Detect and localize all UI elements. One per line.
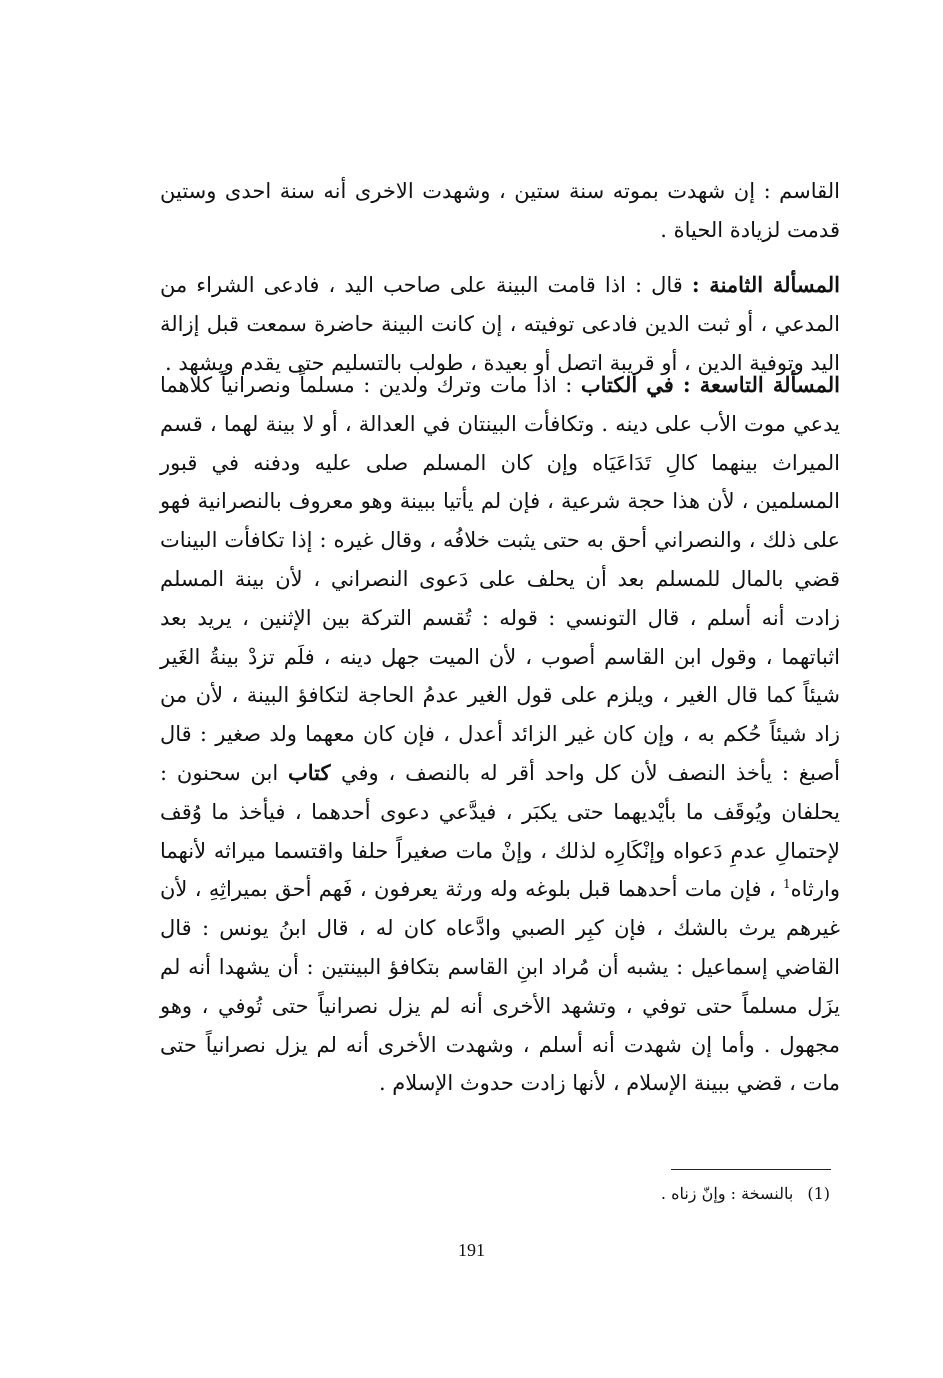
footnote-marker: (1) <box>807 1184 830 1203</box>
footnote-divider <box>671 1169 831 1170</box>
footnote-reference: 1 <box>782 877 791 892</box>
footnote-text: بالنسخة : وإنّ زناه . <box>660 1184 794 1203</box>
page-number: 191 <box>458 1240 485 1260</box>
section-heading: المسألة الثامنة : <box>691 272 840 297</box>
paragraph-ninth-issue <box>160 366 840 1103</box>
paragraph-continuation <box>160 172 840 250</box>
paragraph-text: القاسم : إن شهدت بموته سنة ستين ، وشهدت الاخرى أنه سنة احدى وستين قدمت لزيادة الحياة . <box>160 179 840 242</box>
paragraph-text: ابن سحنون : يحلفان ويُوقَف ما بأيْديهما حتى يكبَر ، فيدَّعي دعوى أحدهما ، فيأخذ ما وُقف لإحتمالِ عدمِ دَعواه وإنْكَارِه لذلك ، وإنْ مات صغيراً حلفا واقتسما ميراثه لأنهما وارثاه <box>160 760 840 902</box>
paragraph-text: قال : اذا قامت البينة على صاحب اليد ، فادعى الشراء من المدعي ، أو ثبت الدين فادعى توفيته ، إن كانت البينة حاضرة سمعت قبل إزالة اليد وتوفية الدين ، أو قريبة اتصل أو بعيدة ، طولب بالتسليم حتى يقدم ويشهد . <box>160 273 840 375</box>
section-heading: المسألة التاسعة : <box>682 372 840 397</box>
footnote <box>560 1182 830 1206</box>
book-reference: في الكتاب <box>580 372 683 397</box>
paragraph-eighth-issue <box>160 266 840 382</box>
paragraph-text: ، فإن مات أحدهما قبل بلوغه وله ورثة يعرفون ، فَهم أحق بميراثِهِ ، لأن غيرهم يرث بالشك ، فإن كبِر الصبي وادَّعاه كان له ، قال ابنُ يونس : قال القاضي إسماعيل : يشبه أن مُراد ابنِ القاسم بتكافؤ البينتين : أن يشهدا أنه لم يزَل مسلماً حتى توفي ، وتشهد الأخرى أنه لم يزل نصرانياً حتى تُوفي ، وهو مجهول . وأما إن شهدت أنه أسلم ، وشهدت الأخرى أنه لم يزل نصرانياً حتى مات ، قضي ببينة الإسلام ، لأنها زادت حدوث الإسلام . <box>160 877 840 1096</box>
book-reference: كتاب <box>288 759 341 785</box>
paragraph-text: : اذا مات وترك ولدين : مسلماً ونصرانياً كلاهما يدعي موت الأب على دينه . وتكافأت البينتان في العدالة ، أو لا بينة لهما ، قسم الميراث بينهما كالِ تَدَاعَيَاه وإن كان المسلم صلى عليه ودفنه في قبور المسلمين ، لأن هذا حجة شرعية ، فإن لم يأتيا ببينة وهو معروف بالنصرانية فهو على ذلك ، والنصراني أحق به حتى يثبت خلافُه ، وقال غيره : إذا تكافأت البينات قضي بالمال للمسلم بعد أن يحلف على دَعوى النصراني ، لأن بينة المسلم زادت أنه أسلم ، قال التونسي : قوله : تُقسم التركة بين الإثنين ، يريد بعد اثباتهما ، وقول ابن القاسم أصوب ، لأن الميت جهل دينه ، فلَم تزدْ بينةُ الغَير شيئاً كما قال الغير ، ويلزم على قول الغير عدمُ الحاجة لتكافؤ البينة ، لأن من زاد شيئاً حُكم به ، وإن كان غير الزائد أعدل ، فإن كان معهما ولد صغير : قال أصبغ : يأخذ النصف لأن كل واحد أقر له بالنصف ، وفي <box>160 373 840 785</box>
